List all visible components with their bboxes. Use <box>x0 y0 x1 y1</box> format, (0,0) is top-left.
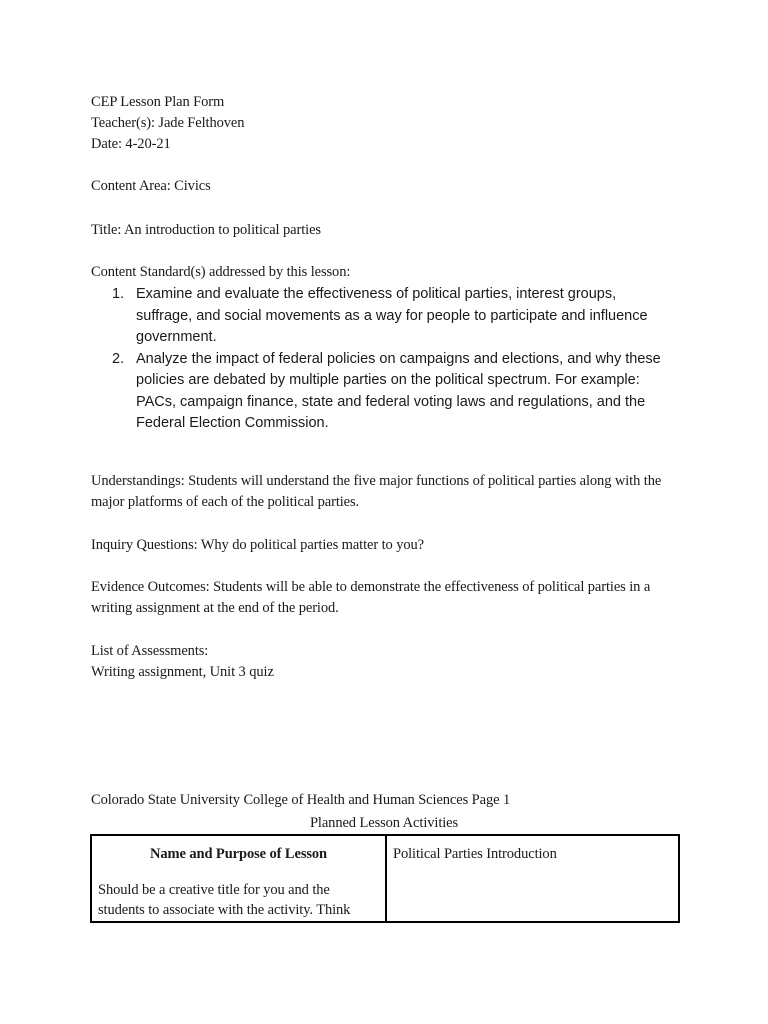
evidence-outcomes-field: Evidence Outcomes: Students will be able to demonstrate the effectiveness of political parties in a writing assignment at the end of the period. <box>91 579 651 616</box>
standards-list <box>91 284 676 435</box>
page-footer: Colorado State University College of Health and Human Sciences Page 1 <box>91 792 511 808</box>
standard-item-1: Examine and evaluate the effectiveness of political parties, interest groups, suffrage, and social movements as a way for people to participate and influence government. <box>136 286 648 345</box>
content-area-field: Content Area: Civics <box>91 178 211 194</box>
assessments-heading: List of Assessments: <box>91 643 209 659</box>
standards-heading: Content Standard(s) addressed by this lesson: <box>91 264 351 280</box>
activities-caption: Planned Lesson Activities <box>309 815 459 831</box>
teacher-field: Teacher(s): Jade Felthoven <box>91 115 245 131</box>
assessments-value: Writing assignment, Unit 3 quiz <box>91 664 274 680</box>
row-value: Political Parties Introduction <box>393 846 557 862</box>
table-cell-left <box>91 835 386 922</box>
understandings-field: Understandings: Students will understand the five major functions of political parties along with the major platforms of each of the political parties. <box>91 473 662 510</box>
activities-table <box>90 834 680 923</box>
form-title: CEP Lesson Plan Form <box>91 94 225 110</box>
date-field: Date: 4-20-21 <box>91 136 171 152</box>
lesson-title-field: Title: An introduction to political parties <box>91 222 321 238</box>
standard-item-2: Analyze the impact of federal policies on campaigns and elections, and why these policies are debated by multiple parties on the political spectrum. For example: PACs, campaign finance, state and federal voting laws and regulations, and the Federal Election Commission. <box>136 350 661 431</box>
table-cell-right <box>386 835 679 922</box>
row-header: Name and Purpose of Lesson <box>149 846 328 862</box>
inquiry-questions-field: Inquiry Questions: Why do political parties matter to you? <box>91 537 425 553</box>
table-row <box>91 835 679 922</box>
row-description: Should be a creative title for you and the students to associate with the activity. Think <box>98 882 351 918</box>
